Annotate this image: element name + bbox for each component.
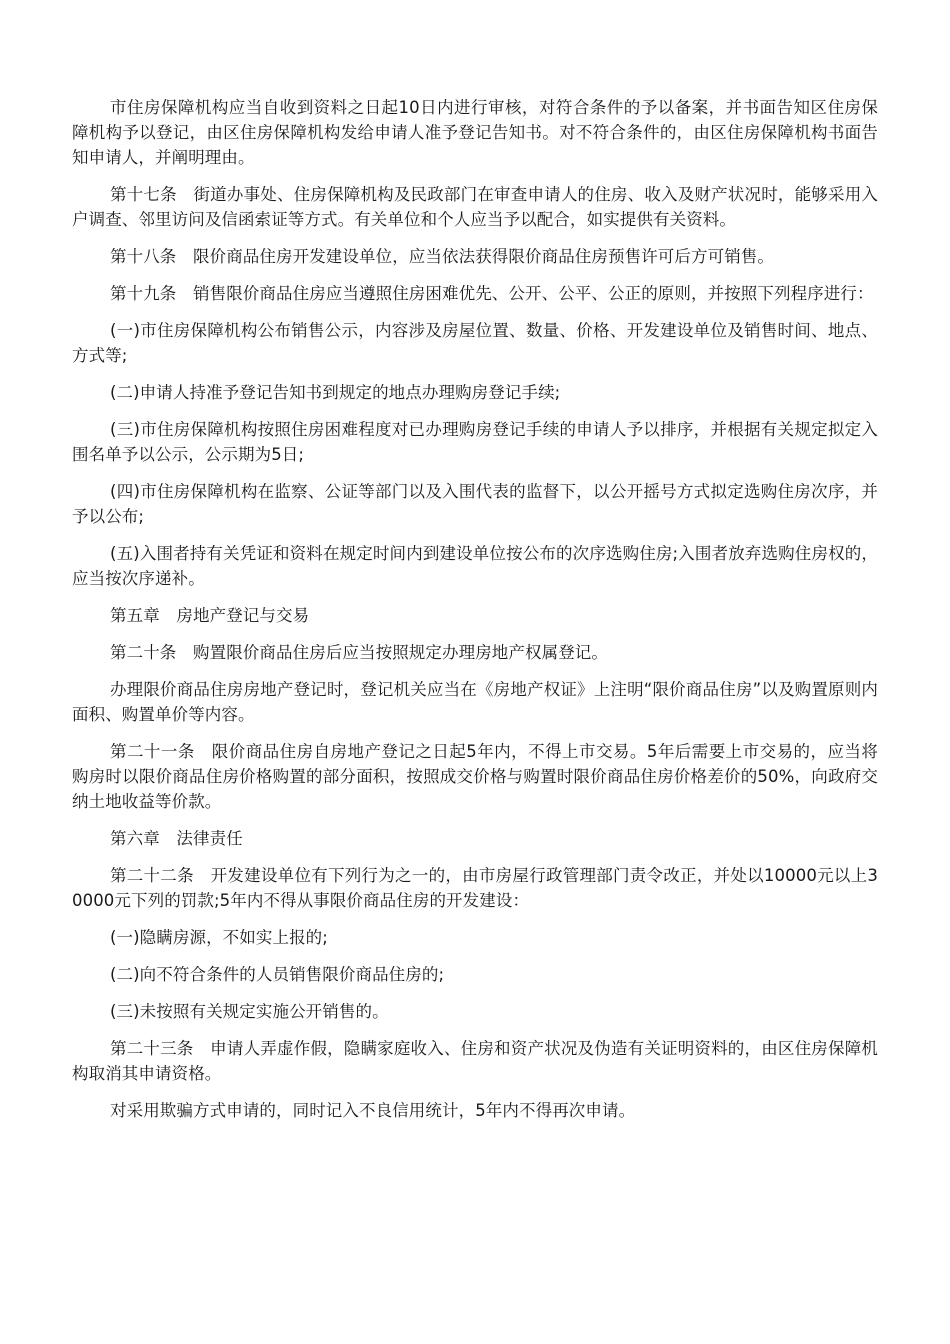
document-page [72, 95, 878, 1135]
paragraph-article-19-item-5: (五)入围者持有关凭证和资料在规定时间内到建设单位按公布的次序选购住房;入围者放弃选购住房权的，应当按次序递补。 [72, 544, 878, 588]
paragraph-review-procedure: 市住房保障机构应当自收到资料之日起10日内进行审核，对符合条件的予以备案，并书面告知区住房保障机构予以登记，由区住房保障机构发给申请人准予登记告知书。对不符合条件的，由区住房保障机构书面告知申请人，并阐明理由。 [72, 98, 878, 167]
paragraph-article-21: 第二十一条 限价商品住房自房地产登记之日起5年内，不得上市交易。5年后需要上市交易的，应当将购房时以限价商品住房价格购置的部分面积，按照成交价格与购置时限价商品住房价格差价的50%，向政府交纳土地收益等价款。 [72, 742, 878, 811]
paragraph-article-19-item-4: (四)市住房保障机构在监察、公证等部门以及入围代表的监督下，以公开摇号方式拟定选购住房次序，并予以公布; [72, 482, 878, 526]
paragraph-article-22: 第二十二条 开发建设单位有下列行为之一的，由市房屋行政管理部门责令改正，并处以10000元以上30000元下列的罚款;5年内不得从事限价商品住房的开发建设： [72, 866, 878, 910]
paragraph-article-22-item-1: (一)隐瞒房源，不如实上报的; [110, 928, 328, 947]
paragraph-article-19-item-2: (二)申请人持准予登记告知书到规定的地点办理购房登记手续; [110, 383, 561, 402]
chapter-5-heading: 第五章 房地产登记与交易 [110, 606, 310, 625]
paragraph-fraud-penalty: 对采用欺骗方式申请的，同时记入不良信用统计，5年内不得再次申请。 [110, 1101, 636, 1120]
paragraph-article-19-item-3: (三)市住房保障机构按照住房困难程度对已办理购房登记手续的申请人予以排序，并根据有关规定拟定入围名单予以公示，公示期为5日; [72, 420, 878, 464]
paragraph-article-23: 第二十三条 申请人弄虚作假，隐瞒家庭收入、住房和资产状况及伪造有关证明资料的，由区住房保障机构取消其申请资格。 [72, 1039, 878, 1083]
paragraph-registration-note: 办理限价商品住房房地产登记时，登记机关应当在《房地产权证》上注明“限价商品住房”以及购置原则内面积、购置单价等内容。 [72, 680, 878, 724]
paragraph-article-22-item-2: (二)向不符合条件的人员销售限价商品住房的; [110, 965, 445, 984]
paragraph-article-17: 第十七条 街道办事处、住房保障机构及民政部门在审查申请人的住房、收入及财产状况时，能够采用入户调查、邻里访问及信函索证等方式。有关单位和个人应当予以配合，如实提供有关资料。 [72, 185, 878, 229]
chapter-6-heading: 第六章 法律责任 [110, 829, 243, 848]
paragraph-article-20: 第二十条 购置限价商品住房后应当按照规定办理房地产权属登记。 [110, 643, 608, 662]
paragraph-article-22-item-3: (三)未按照有关规定实施公开销售的。 [110, 1002, 389, 1021]
paragraph-article-19-item-1: (一)市住房保障机构公布销售公示，内容涉及房屋位置、数量、价格、开发建设单位及销售时间、地点、方式等; [72, 321, 878, 365]
paragraph-article-18: 第十八条 限价商品住房开发建设单位，应当依法获得限价商品住房预售许可后方可销售。 [110, 247, 774, 266]
paragraph-article-19: 第十九条 销售限价商品住房应当遵照住房困难优先、公开、公平、公正的原则，并按照下列程序进行： [110, 284, 874, 303]
